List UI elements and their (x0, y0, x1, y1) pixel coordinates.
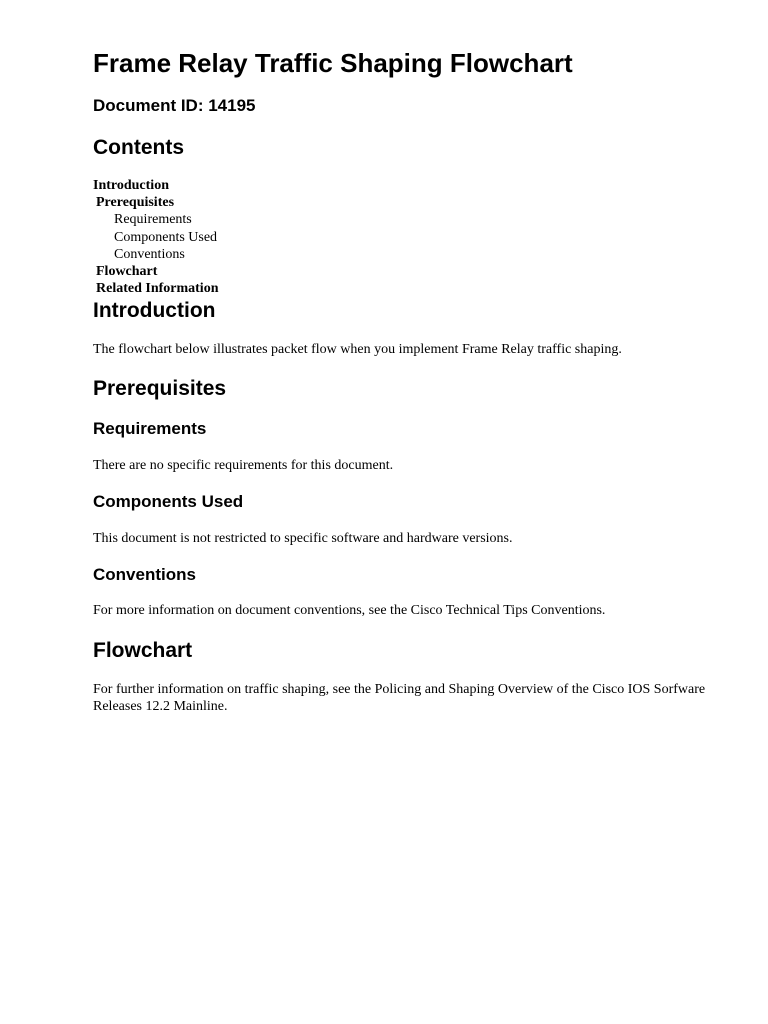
components-used-text: This document is not restricted to specific software and hardware versions. (93, 531, 513, 546)
document-id: Document ID: 14195 (93, 96, 256, 115)
toc-link-prerequisites[interactable]: Prerequisites (96, 195, 175, 211)
requirements-heading: Requirements (93, 419, 207, 438)
conventions-heading: Conventions (93, 565, 196, 584)
contents-heading: Contents (93, 136, 184, 159)
toc-link-requirements[interactable]: Requirements (114, 212, 192, 228)
conventions-text: For more information on document conventions, see the Cisco Technical Tips Conventions. (93, 603, 606, 618)
page-title: Frame Relay Traffic Shaping Flowchart (93, 48, 573, 78)
toc-link-introduction[interactable]: Introduction (93, 178, 169, 193)
toc-link-components-used[interactable]: Components Used (114, 229, 218, 245)
flowchart-heading: Flowchart (93, 639, 193, 662)
requirements-text: There are no specific requirements for this document. (93, 458, 394, 473)
toc-link-flowchart[interactable]: Flowchart (96, 264, 158, 280)
flowchart-text: For further information on traffic shaping, see the Policing and Shaping Overview of the Cisco IOS Sorfware Releases 12.2 Mainline. (93, 682, 706, 714)
prerequisites-heading: Prerequisites (93, 377, 227, 400)
introduction-heading: Introduction (93, 299, 216, 322)
toc-link-related-information[interactable]: Related Information (96, 281, 219, 297)
table-of-contents (93, 177, 219, 297)
introduction-text: The flowchart below illustrates packet flow when you implement Frame Relay traffic shaping. (93, 342, 622, 357)
components-used-heading: Components Used (93, 492, 244, 511)
toc-link-conventions[interactable]: Conventions (114, 246, 185, 262)
